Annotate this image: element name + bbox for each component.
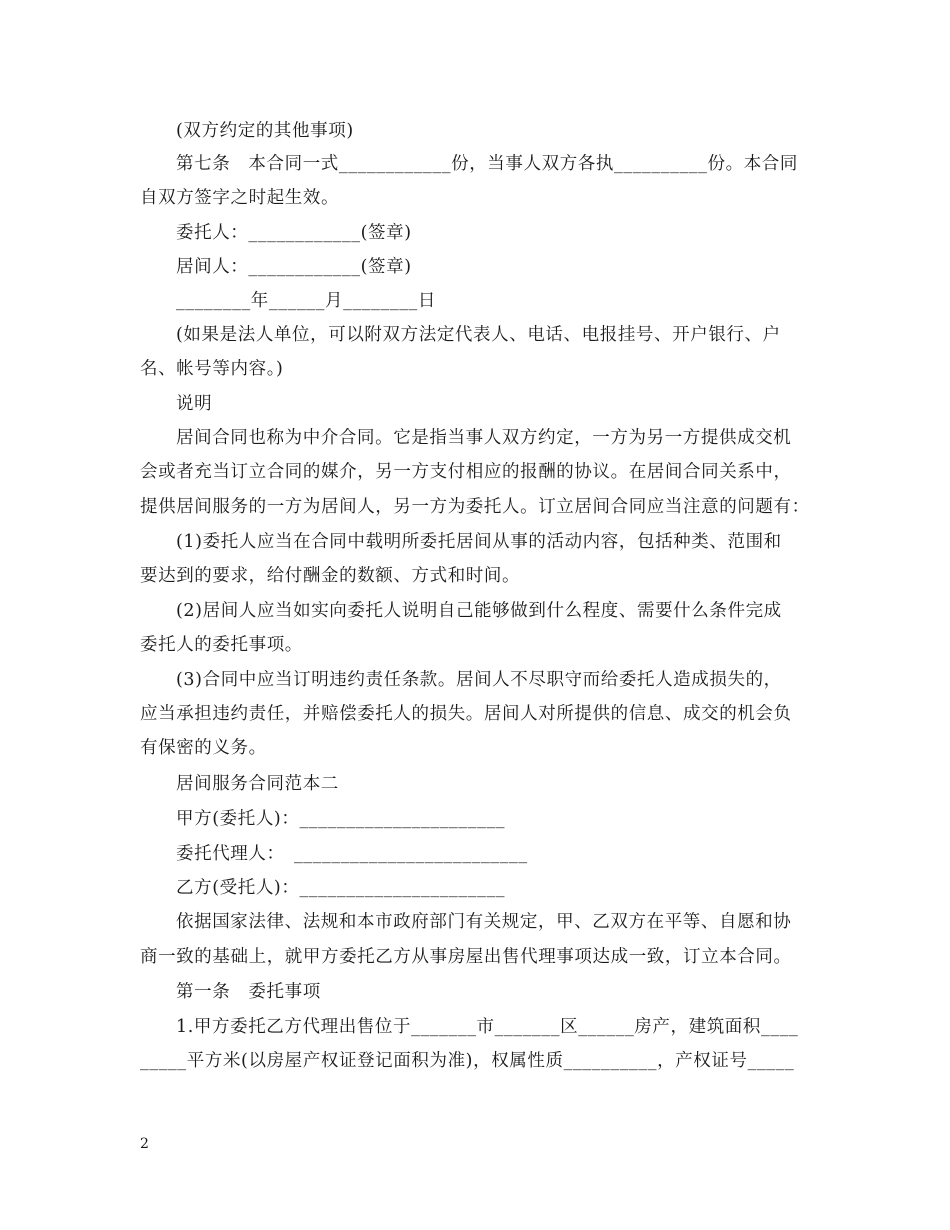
text-line: 商一致的基础上，就甲方委托乙方从事房屋出售代理事项达成一致，订立本合同。 <box>140 947 792 967</box>
text-line: 有保密的义务。 <box>140 738 267 758</box>
text-line: 居间人：____________(签章) <box>176 257 412 277</box>
text-line: 甲方(委托人)：______________________ <box>176 809 506 829</box>
text-line: 名、帐号等内容。) <box>140 359 284 379</box>
text-line: 委托人：____________(签章) <box>176 223 412 243</box>
text-line: 会或者充当订立合同的媒介，另一方支付相应的报酬的协议。在居间合同关系中， <box>140 462 792 482</box>
text-line: 依据国家法律、法规和本市政府部门有关规定，甲、乙双方在平等、自愿和协 <box>176 912 792 932</box>
section-heading: 居间服务合同范本二 <box>176 774 339 794</box>
section-heading: 说明 <box>176 394 213 414</box>
text-line: 第七条 本合同一式____________份，当事人双方各执__________份。本合同 <box>176 154 798 174</box>
text-line: (如果是法人单位，可以附双方法定代表人、电话、电报挂号、开户银行、户 <box>176 325 781 345</box>
text-line: _____平方米(以房屋产权证登记面积为准)，权属性质__________，产权证号_____ <box>140 1051 795 1071</box>
text-line: 要达到的要求，给付酬金的数额、方式和时间。 <box>140 566 521 586</box>
text-line: 1.甲方委托乙方代理出售位于_______市_______区______房产，建筑面积____ <box>176 1017 799 1037</box>
section-heading: 第一条 委托事项 <box>176 982 321 1002</box>
text-line: 委托人的委托事项。 <box>140 635 303 655</box>
text-line: (3)合同中应当订明违约责任条款。居间人不尽职守而给委托人造成损失的， <box>176 670 782 690</box>
page-number: 2 <box>140 1136 149 1152</box>
text-line: 委托代理人： _________________________ <box>176 844 528 864</box>
text-line: 提供居间服务的一方为居间人，另一方为委托人。订立居间合同应当注意的问题有： <box>140 497 810 517</box>
text-line: (1)委托人应当在合同中载明所委托居间从事的活动内容，包括种类、范围和 <box>176 532 782 552</box>
text-line: (双方约定的其他事项) <box>176 121 354 141</box>
text-line: ________年______月________日 <box>176 291 436 311</box>
text-line: 应当承担违约责任，并赔偿委托人的损失。居间人对所提供的信息、成交的机会负 <box>140 704 792 724</box>
text-line: (2)居间人应当如实向委托人说明自己能够做到什么程度、需要什么条件完成 <box>176 601 782 621</box>
text-line: 居间合同也称为中介合同。它是指当事人双方约定，一方为另一方提供成交机 <box>176 428 792 448</box>
text-line: 乙方(受托人)：______________________ <box>176 878 506 898</box>
text-line: 自双方签字之时起生效。 <box>140 188 340 208</box>
